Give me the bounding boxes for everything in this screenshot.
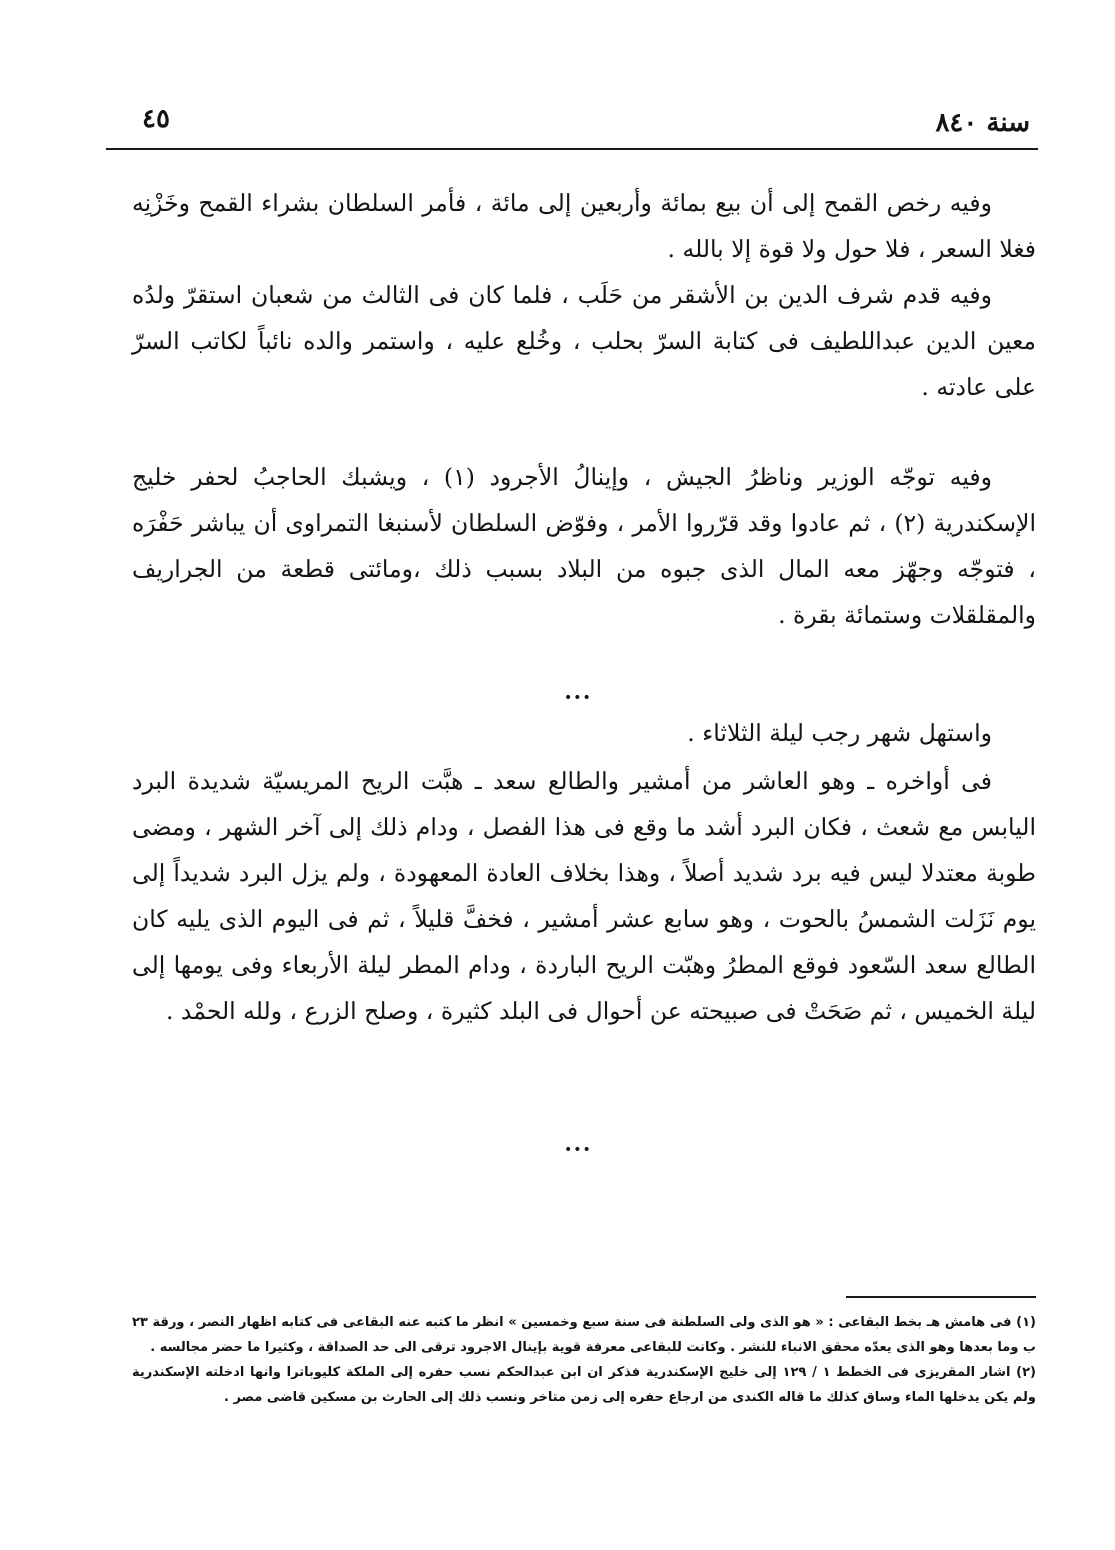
footnote-rule xyxy=(846,1296,1036,1298)
section-separator: ••• xyxy=(564,690,592,706)
paragraph-wheat-price: وفيه رخص القمح إلى أن بيع بمائة وأربعين إلى مائة ، فأمر السلطان بشراء القمح وخَزْنِه فغلا السعر ، فلا حول ولا قوة إلا بالله . xyxy=(132,189,1036,263)
section-separator: ••• xyxy=(564,1142,592,1158)
footnotes xyxy=(132,1310,1036,1410)
paragraph-weather: فى أواخره ـ وهو العاشر من أمشير والطالع سعد ـ هبَّت الريح المريسيّة شديدة البرد اليابس مع شعث ، فكان البرد أشد ما وقع فى هذا الفصل ، ودام ذلك إلى آخر الشهر ، ومضى طوبة معتدلا ليس فيه برد شديد أصلاً ، وهذا بخلاف العادة المعهودة ، ولم يزل البرد شديداً إلى يوم نَزَلت الشمسُ بالحوت ، وهو سابع عشر أمشير ، فخفَّ قليلاً ، ثم فى اليوم الذى يليه كان الطالع سعد السّعود فوقع المطرُ وهبّت الريح الباردة ، ودام المطر ليلة الأربعاء وفى يومها إلى ليلة الخميس ، ثم صَحَتْ فى صبيحته عن أحوال فى البلد كثيرة ، وصلح الزرع ، ولله الحمْد . xyxy=(132,767,1036,1025)
header-rule xyxy=(106,148,1038,150)
page-header xyxy=(132,102,1036,146)
page-number: ٤٥ xyxy=(142,104,170,134)
book-page xyxy=(132,0,1036,1550)
paragraph-sharaf-aldin: وفيه قدم شرف الدين بن الأشقر من حَلَب ، فلما كان فى الثالث من شعبان استقرّ ولدُه معين الدين عبداللطيف فى كتابة السرّ بحلب ، وخُلع عليه ، واستمر والده نائباً لكاتب السرّ على عادته . xyxy=(132,281,1036,401)
footnote-2: (٢) اشار المقريزى فى الخطط ١ / ١٢٩ إلى خليج الإسكندرية فذكر ان ابن عبدالحكم نسب حفره إلى الملكة كليوباترا وانها ادخلته الإسكندرية ولم يكن يدخلها الماء وساق كذلك ما قاله الكندى من ارجاع حفره إلى زمن متاخر ونسب ذلك إلى الحارث بن مسكين قاضى مصر . xyxy=(132,1365,1036,1405)
footnote-1: (١) فى هامش هـ بخط البقاعى : « هو الذى ولى السلطنة فى سنة سبع وخمسين » انظر ما كتبه عنه البقاعى فى كتابه اظهار النصر ، ورقة ٢٣ ب وما بعدها وهو الذى يعدّه محقق الانباء للنشر . وكانت للبقاعى معرفة قوية بإينال الاجرود ترقى الى حد الصداقة ، وكثيرا ما حضر مجالسه . xyxy=(132,1315,1036,1355)
paragraph-rajab: واستهل شهر رجب ليلة الثلاثاء . xyxy=(687,719,992,747)
paragraph-alexandria-canal: وفيه توجّه الوزير وناظرُ الجيش ، وإينالُ الأجرود (١) ، ويشبك الحاجبُ لحفر خليج الإسكندرية (٢) ، ثم عادوا وقد قرّروا الأمر ، وفوّض السلطان لأسنبغا التمراوى أن يباشر حَفْرَه ، فتوجّه وجهّز معه المال الذى جبوه من البلاد بسبب ذلك ،ومائتى قطعة من الجراريف والمقلقلات وستمائة بقرة . xyxy=(132,463,1036,629)
running-head-year: سنة ٨٤٠ xyxy=(935,108,1030,138)
